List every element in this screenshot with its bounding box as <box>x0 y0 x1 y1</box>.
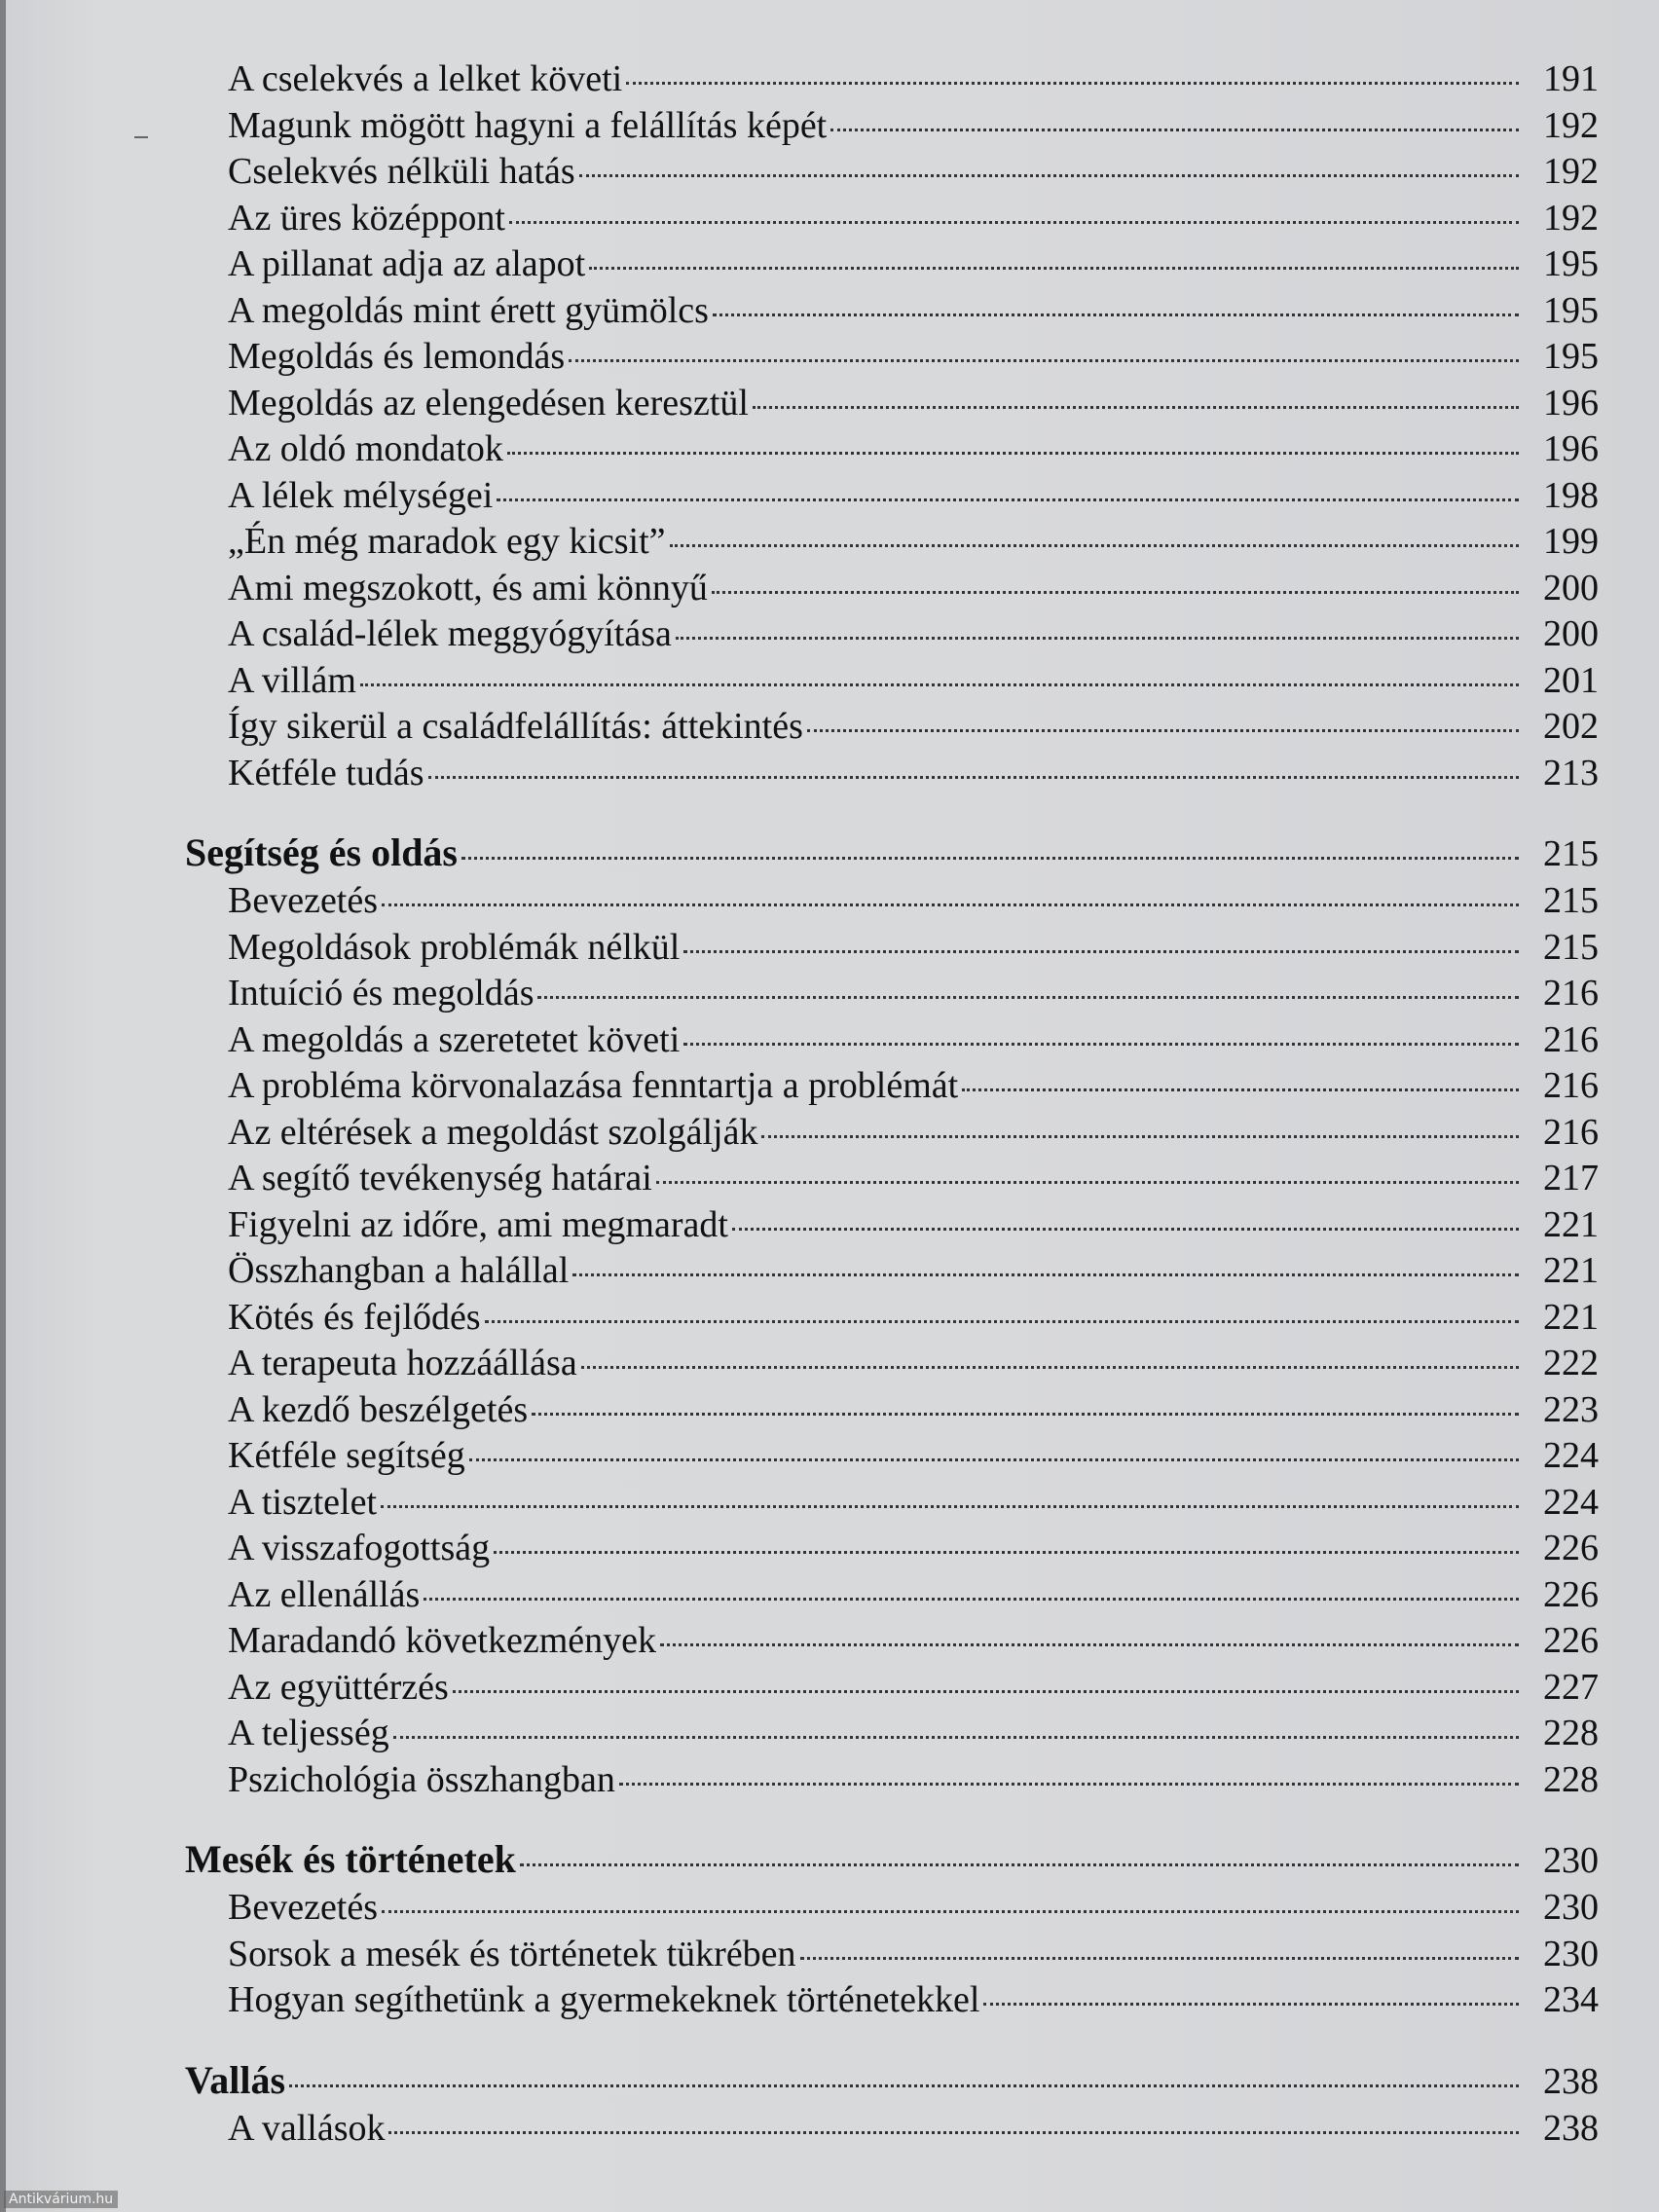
toc-section-heading <box>185 828 1599 878</box>
entry-title: Ami megszokott, és ami könnyű <box>228 567 708 608</box>
dot-leader <box>683 950 1519 953</box>
dot-leader <box>494 1551 1519 1554</box>
entry-title: Figyelni az időre, ami megmaradt <box>228 1203 728 1245</box>
entry-title: Pszichológia összhangban <box>228 1758 615 1800</box>
dot-leader <box>983 2003 1519 2006</box>
dot-leader <box>509 221 1519 224</box>
dot-leader <box>569 359 1519 362</box>
section-title: Vallás <box>185 2057 286 2102</box>
page-number: 228 <box>1543 1758 1599 1800</box>
dot-leader <box>589 267 1519 270</box>
entry-title: A vallások <box>228 2107 386 2149</box>
entry-title: Hogyan segíthetünk a gyermekeknek történetekkel <box>228 1979 980 2020</box>
page-number: 215 <box>1543 880 1599 921</box>
dot-leader <box>382 1910 1519 1913</box>
toc-entry <box>228 426 1599 473</box>
entry-title: A cselekvés a lelket követi <box>228 58 623 99</box>
page-number: 238 <box>1543 2107 1599 2149</box>
toc-entry <box>228 751 1599 797</box>
toc-section <box>0 1834 1659 2024</box>
page-number: 200 <box>1543 613 1599 654</box>
page-number: 226 <box>1543 1528 1599 1568</box>
table-of-contents <box>0 56 1659 2183</box>
toc-entry <box>228 611 1599 658</box>
toc-entry <box>228 1885 1599 1932</box>
entry-title: A tisztelet <box>228 1481 378 1523</box>
entry-title: Intuíció és megoldás <box>228 973 535 1014</box>
entry-title: A kezdő beszélgetés <box>228 1388 529 1430</box>
entry-title: A család-lélek meggyógyítása <box>228 613 672 654</box>
page-number: 195 <box>1543 289 1599 331</box>
toc-entry <box>228 519 1599 566</box>
toc-entry <box>228 1665 1599 1712</box>
entry-title: A megoldás a szeretetet követi <box>228 1018 681 1060</box>
toc-entry <box>228 1110 1599 1157</box>
entry-title: Megoldás az elengedésen keresztül <box>228 382 749 424</box>
page-number: 234 <box>1543 1979 1599 2020</box>
entry-title: Megoldás és lemondás <box>228 336 566 377</box>
page-number: 195 <box>1543 336 1599 377</box>
entry-title: Megoldások problémák nélkül <box>228 926 681 968</box>
dot-leader <box>670 544 1519 547</box>
dot-leader <box>676 637 1519 640</box>
page-number: 221 <box>1543 1296 1599 1338</box>
toc-entry <box>228 196 1599 242</box>
page-number: 226 <box>1543 1620 1599 1661</box>
dot-leader <box>761 1135 1519 1138</box>
dot-leader <box>382 903 1519 906</box>
dot-leader <box>626 82 1519 85</box>
page-number: 230 <box>1543 1933 1599 1974</box>
dot-leader <box>660 1643 1519 1646</box>
entry-title: A segítő tevékenység határai <box>228 1158 652 1198</box>
entry-title: A terapeuta hozzáállása <box>228 1343 577 1383</box>
toc-entry <box>228 878 1599 925</box>
page-number: 216 <box>1543 973 1599 1014</box>
entry-title: Bevezetés <box>228 880 379 921</box>
toc-entry <box>228 1757 1599 1804</box>
dot-leader <box>497 498 1519 501</box>
dot-leader <box>453 1690 1519 1693</box>
section-title: Segítség és oldás <box>185 830 458 874</box>
page-number: 215 <box>1543 926 1599 968</box>
toc-entry <box>228 1932 1599 1978</box>
page-number: 195 <box>1543 243 1599 284</box>
toc-section <box>0 56 1659 796</box>
dot-leader <box>962 1088 1519 1091</box>
dot-leader <box>579 174 1519 177</box>
page-number: 215 <box>1543 833 1599 874</box>
entry-title: Magunk mögött hagyni a felállítás képét <box>228 104 828 146</box>
entry-title: Kétféle tudás <box>228 752 424 793</box>
dot-leader <box>393 1736 1519 1739</box>
page-number: 192 <box>1543 151 1599 192</box>
page-number: 201 <box>1543 659 1599 701</box>
toc-section-heading <box>185 2055 1599 2106</box>
entry-title: Bevezetés <box>228 1887 379 1928</box>
toc-entry <box>228 473 1599 520</box>
dot-leader <box>428 776 1519 779</box>
page-number: 200 <box>1543 567 1599 608</box>
entry-title: A lélek mélységei <box>228 474 494 516</box>
entry-title: A pillanat adja az alapot <box>228 243 586 284</box>
toc-entry <box>228 925 1599 972</box>
toc-entry <box>228 56 1599 103</box>
toc-entry <box>228 1063 1599 1110</box>
toc-entry <box>228 1526 1599 1572</box>
dot-leader <box>507 452 1519 455</box>
page-number: 192 <box>1543 197 1599 239</box>
page-number: 224 <box>1543 1481 1599 1523</box>
entry-title: Az üres középpont <box>228 197 505 239</box>
entry-title: Kétféle segítség <box>228 1435 465 1476</box>
dot-leader <box>712 591 1519 594</box>
toc-entry <box>228 1711 1599 1757</box>
entry-title: Kötés és fejlődés <box>228 1296 481 1338</box>
page-number: 228 <box>1543 1713 1599 1753</box>
toc-entry <box>228 381 1599 427</box>
dot-leader <box>537 996 1519 999</box>
page-number: 221 <box>1543 1203 1599 1245</box>
toc-entry <box>228 1017 1599 1064</box>
page-number: 217 <box>1543 1158 1599 1198</box>
page-number: 198 <box>1543 474 1599 516</box>
toc-entry <box>228 2106 1599 2153</box>
page-number: 226 <box>1543 1573 1599 1615</box>
toc-entry <box>228 1433 1599 1480</box>
toc-entry <box>228 971 1599 1017</box>
page-number: 223 <box>1543 1388 1599 1430</box>
toc-entry <box>228 566 1599 612</box>
dot-leader <box>532 1413 1519 1416</box>
dot-leader <box>381 1505 1519 1508</box>
toc-section <box>0 2055 1659 2153</box>
dot-leader <box>388 2131 1519 2134</box>
toc-entry <box>228 1248 1599 1295</box>
entry-title: Cselekvés nélküli hatás <box>228 151 575 192</box>
toc-entry <box>228 1341 1599 1387</box>
dot-leader <box>683 1043 1519 1046</box>
page-number: 202 <box>1543 706 1599 747</box>
dot-leader <box>732 1228 1519 1231</box>
page-number: 196 <box>1543 382 1599 424</box>
toc-entry <box>228 288 1599 335</box>
entry-title: Sorsok a mesék és történetek tükrében <box>228 1933 796 1974</box>
dot-leader <box>424 1598 1519 1601</box>
entry-title: Maradandó következmények <box>228 1620 656 1661</box>
toc-entry <box>228 1480 1599 1527</box>
toc-entry <box>228 1618 1599 1665</box>
toc-entry <box>228 704 1599 751</box>
entry-title: Így sikerül a családfelállítás: áttekintés <box>228 706 803 747</box>
dot-leader <box>572 1273 1519 1276</box>
toc-entry <box>228 1295 1599 1342</box>
dot-leader <box>800 1957 1519 1960</box>
entry-title: A teljesség <box>228 1713 389 1753</box>
entry-title: Az együttérzés <box>228 1666 449 1708</box>
dot-leader <box>807 729 1519 732</box>
entry-title: Az oldó mondatok <box>228 428 503 469</box>
page-number: 227 <box>1543 1666 1599 1708</box>
page-number: 196 <box>1543 428 1599 469</box>
toc-section <box>0 828 1659 1803</box>
entry-title: Összhangban a halállal <box>228 1250 570 1291</box>
page-number: 216 <box>1543 1065 1599 1106</box>
toc-entry <box>228 1156 1599 1202</box>
entry-title: Az ellenállás <box>228 1573 421 1615</box>
page-number: 222 <box>1543 1343 1599 1383</box>
page-number: 216 <box>1543 1111 1599 1153</box>
toc-entry <box>228 334 1599 381</box>
toc-entry <box>228 1387 1599 1434</box>
toc-entry <box>228 103 1599 150</box>
watermark: Antikvárium.hu <box>4 2191 118 2208</box>
toc-entry <box>228 1202 1599 1249</box>
dot-leader <box>289 2084 1519 2087</box>
toc-entry <box>228 1977 1599 2024</box>
dot-leader <box>619 1783 1519 1786</box>
dot-leader <box>461 857 1519 860</box>
section-title: Mesék és történetek <box>185 1837 516 1881</box>
toc-entry <box>228 1572 1599 1619</box>
entry-title: A megoldás mint érett gyümölcs <box>228 289 709 331</box>
entry-title: „Én még maradok egy kicsit” <box>228 521 666 562</box>
page-number: 238 <box>1543 2060 1599 2102</box>
dot-leader <box>581 1366 1519 1369</box>
dot-leader <box>656 1181 1519 1184</box>
dot-leader <box>360 683 1519 686</box>
page-number: 199 <box>1543 521 1599 562</box>
page-number: 213 <box>1543 752 1599 793</box>
page-number: 230 <box>1543 1840 1599 1881</box>
page-number: 191 <box>1543 58 1599 99</box>
toc-entry <box>228 658 1599 705</box>
page-number: 230 <box>1543 1887 1599 1928</box>
page-number: 216 <box>1543 1018 1599 1060</box>
entry-title: A visszafogottság <box>228 1528 491 1568</box>
dot-leader <box>469 1458 1519 1461</box>
dot-leader <box>520 1863 1519 1866</box>
toc-entry <box>228 149 1599 196</box>
page-number: 224 <box>1543 1435 1599 1476</box>
dot-leader <box>713 313 1519 316</box>
dot-leader <box>485 1320 1519 1323</box>
entry-title: A villám <box>228 659 356 701</box>
dot-leader <box>830 129 1519 131</box>
entry-title: Az eltérések a megoldást szolgálják <box>228 1111 758 1153</box>
page-number: 192 <box>1543 104 1599 146</box>
toc-entry <box>228 241 1599 288</box>
toc-section-heading <box>185 1834 1599 1885</box>
entry-title: A probléma körvonalazása fenntartja a problémát <box>228 1065 959 1106</box>
dot-leader <box>753 406 1519 409</box>
page-number: 221 <box>1543 1250 1599 1291</box>
